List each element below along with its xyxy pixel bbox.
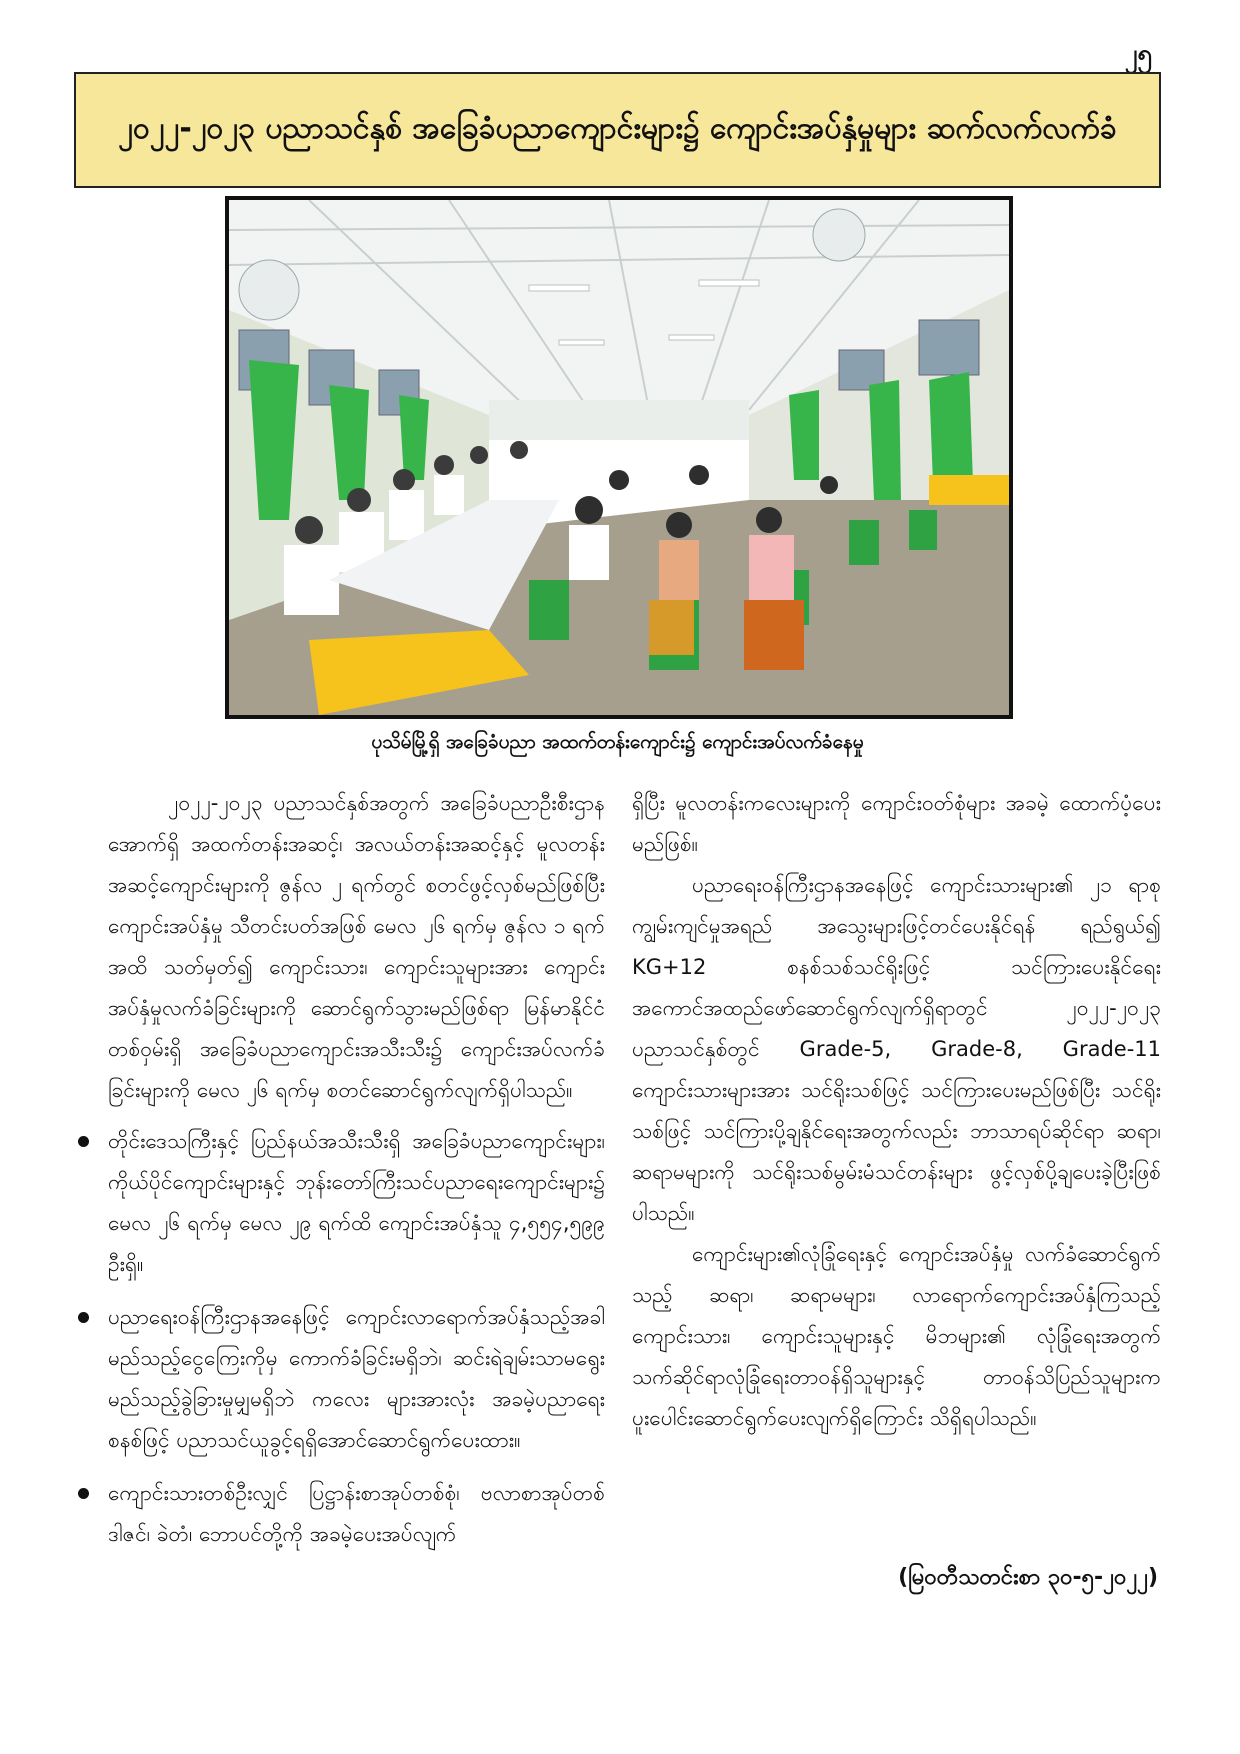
bullet-item — [108, 1121, 605, 1285]
bullet-text: ပညာရေးဝန်ကြီးဌာနအနေဖြင့် ကျောင်းလာရောက်အပ်နှံသည့်အခါ မည်သည့်ငွေကြေးကိုမှ ကောက်ခံခြင်းမရှိဘဲ၊ ဆင်းရဲချမ်းသာမရွေး မည်သည့်ခွဲခြားမှုမျှမရှိဘဲ ကလေး များအားလုံး အခမဲ့ပညာရေးစနစ်ဖြင့် ပညာသင်ယူခွင့်ရရှိအောင်ဆောင်ရွက်ပေးထား။ — [108, 1305, 605, 1452]
bullet-icon — [78, 1136, 89, 1147]
source-citation: (မြဝတီသတင်းစာ ၃၀-၅-၂၀၂၂) — [898, 1565, 1158, 1590]
bullet-item — [108, 1473, 605, 1555]
bullet-icon — [78, 1312, 89, 1323]
bullet-text: တိုင်းဒေသကြီးနှင့် ပြည်နယ်အသီးသီးရှိ အခြေခံပညာကျောင်းများ၊ ကိုယ်ပိုင်ကျောင်းများနှင့် ဘုန်းတော်ကြီးသင်ပညာရေးကျောင်းများ၌ မေလ ၂၆ ရက်မှ မေလ ၂၉ ရက်ထိ ကျောင်းအပ်နှံသူ ၄,၅၅၄,၅၉၉ ဦးရှိ။ — [108, 1129, 605, 1276]
bullet-item — [108, 1297, 605, 1461]
photo-illustration — [229, 200, 1009, 715]
curriculum-paragraph: ပညာရေးဝန်ကြီးဌာနအနေဖြင့် ကျောင်းသားများ၏ ၂၁ ရာစုကျွမ်းကျင်မှုအရည် အသွေးများဖြင့်တင်ပေးနိုင်ရန် ရည်ရွယ်၍ KG+12 စနစ်သစ်သင်ရိုးဖြင့် သင်ကြားပေးနိုင်ရေး အကောင်အထည်ဖော်ဆောင်ရွက်လျက်ရှိရာတွင် ၂၀၂၂-၂၀၂၃ ပညာသင်နှစ်တွင် Grade-5, Grade-8, Grade-11 ကျောင်းသားများအား သင်ရိုးသစ်ဖြင့် သင်ကြားပေးမည်ဖြစ်ပြီး သင်ရိုးသစ်ဖြင့် သင်ကြားပို့ချနိုင်ရေးအတွက်လည်း ဘာသာရပ်ဆိုင်ရာ ဆရာ၊ ဆရာမများကို သင်ရိုးသစ်မွမ်းမံသင်တန်းများ ဖွင့်လှစ်ပို့ချပေးခဲ့ပြီးဖြစ်ပါသည်။ — [632, 873, 1161, 1225]
bullet-text: ကျောင်းသားတစ်ဦးလျှင် ပြဋ္ဌာန်းစာအုပ်တစ်စုံ၊ ဗလာစာအုပ်တစ်ဒါဇင်၊ ခဲတံ၊ ဘောပင်တို့ကို အခမဲ့ပေးအပ်လျက် — [108, 1481, 605, 1546]
photo-caption: ပုသိမ်မြို့ရှိ အခြေခံပညာ အထက်တန်းကျောင်း၌ ကျောင်းအပ်လက်ခံနေမှု — [371, 731, 864, 753]
article-right-column — [632, 783, 1161, 1439]
title-box — [74, 72, 1161, 188]
classroom-photo — [225, 196, 1013, 719]
page-title: ၂၀၂၂-၂၀၂၃ ပညာသင်နှစ် အခြေခံပညာကျောင်းများ၌ ကျောင်းအပ်နှံမှုများ ဆက်လက်လက်ခံ — [118, 110, 1117, 146]
page-number: ၂၅ — [1124, 39, 1152, 69]
security-paragraph: ကျောင်းများ၏လုံခြုံရေးနှင့် ကျောင်းအပ်နှံမှု လက်ခံဆောင်ရွက်သည့် ဆရာ၊ ဆရာမများ၊ လာရောက်ကျောင်းအပ်နှံကြသည့် ကျောင်းသား၊ ကျောင်းသူများနှင့် မိဘများ၏ လုံခြုံရေးအတွက် သက်ဆိုင်ရာလုံခြုံရေးတာဝန်ရှိသူများနှင့် တာဝန်သိပြည်သူများက ပူးပေါင်းဆောင်ရွက်ပေးလျက်ရှိကြောင်း သိရှိရပါသည်။ — [632, 1242, 1161, 1430]
bullet-list — [108, 1121, 605, 1555]
intro-paragraph: ၂၀၂၂-၂၀၂၃ ပညာသင်နှစ်အတွက် အခြေခံပညာဦးစီးဌာနအောက်ရှိ အထက်တန်းအဆင့်၊ အလယ်တန်းအဆင့်နှင့် မူလတန်းအဆင့်ကျောင်းများကို ဇွန်လ ၂ ရက်တွင် စတင်ဖွင့်လှစ်မည်ဖြစ်ပြီး ကျောင်းအပ်နှံမှု သီတင်းပတ်အဖြစ် မေလ ၂၆ ရက်မှ ဇွန်လ ၁ ရက်အထိ သတ်မှတ်၍ ကျောင်းသား၊ ကျောင်းသူများအား ကျောင်းအပ်နှံမှုလက်ခံခြင်းများကို ဆောင်ရွက်သွားမည်ဖြစ်ရာ မြန်မာနိုင်ငံတစ်ဝှမ်းရှိ အခြေခံပညာကျောင်းအသီးသီး၌ ကျောင်းအပ်လက်ခံခြင်းများကို မေလ ၂၆ ရက်မှ စတင်ဆောင်ရွက်လျက်ရှိပါသည်။ — [108, 791, 605, 1102]
bullet-icon — [78, 1488, 89, 1499]
article-left-column — [108, 783, 605, 1567]
continuation-paragraph: ရှိပြီး မူလတန်းကလေးများကို ကျောင်းဝတ်စုံများ အခမဲ့ ထောက်ပံ့ပေးမည်ဖြစ်။ — [632, 791, 1161, 856]
